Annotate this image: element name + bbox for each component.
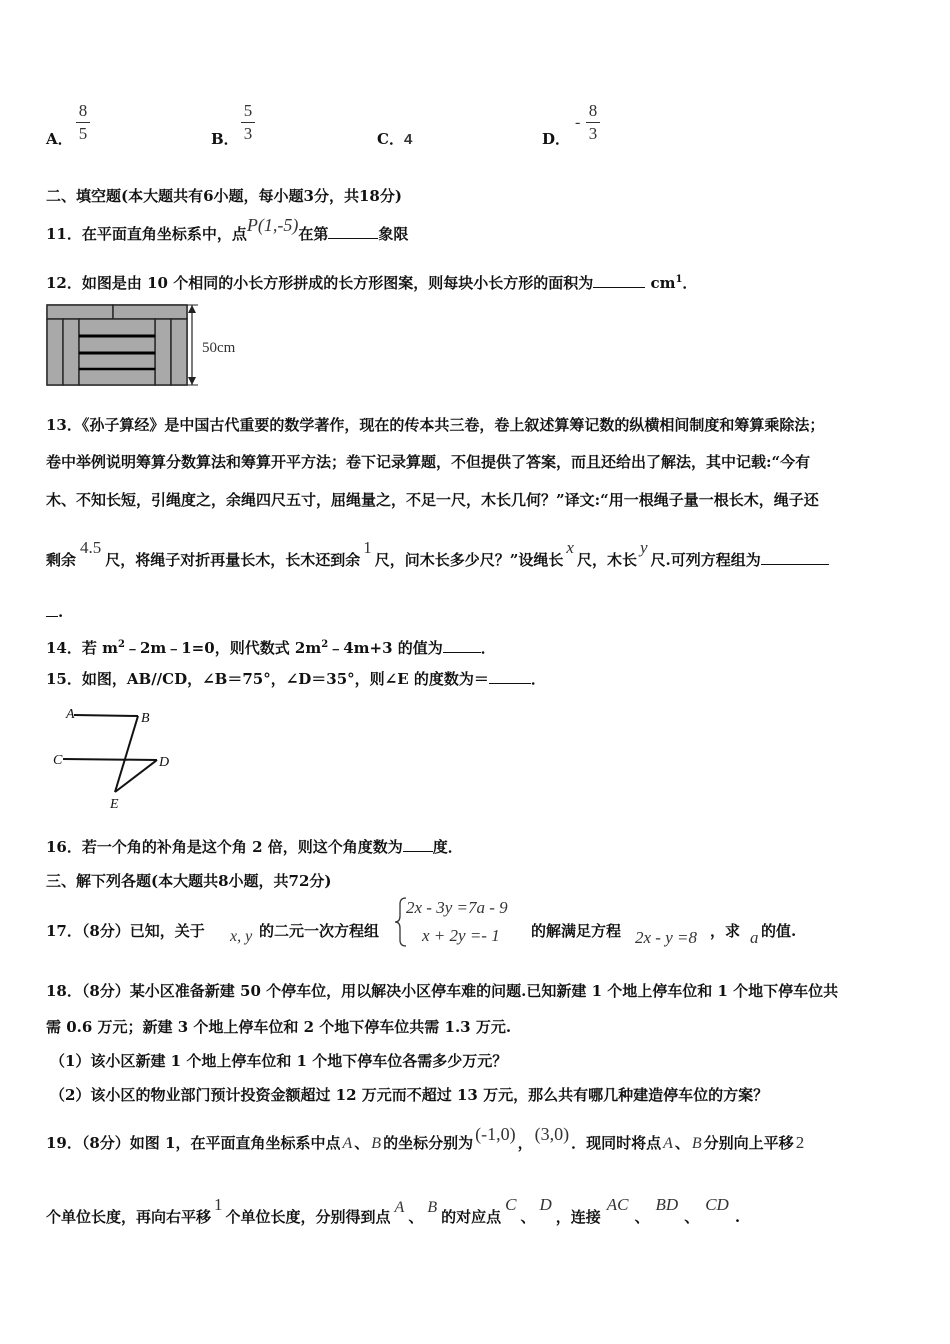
q19-t1: 19．（8分）如图 1，在平面直角坐标系中点 [46,1134,341,1152]
q19-line1 [46,1124,805,1154]
q15-text: 15．如图，AB//CD，∠B＝75°，∠D＝35°，则∠E 的度数为＝ [46,670,489,688]
q18-line2: 需 0.6 万元；新建 3 个地上停车位和 2 个地下停车位共需 1.3 万元. [46,1018,512,1036]
q19-sep-2: 、 [674,1134,690,1152]
q13-line2: 卷中举例说明筹算分数算法和筹算开平方法；卷下记录算题，不但提供了答案，而且还给出了解法，其中记载:“今有 [46,453,811,471]
option-b [211,128,239,149]
label-b: B [141,711,150,726]
q12-text: 12．如图是由 10 个相同的小长方形拼成的长方形图案，则每块小长方形的面积为 [46,274,594,292]
q13-t1: 剩余 [46,551,77,569]
label-e: E [110,797,119,812]
q14-blank[interactable] [443,638,481,653]
q19-sep-6: 、 [684,1208,700,1226]
q16-text: 16．若一个角的补角是这个角 2 倍，则这个角度数为 [46,838,403,856]
q13-t5: 尺.可列方程组为 [650,551,761,569]
q19-bd: BD [655,1195,679,1214]
q17-t4: ，求 [710,922,741,940]
q11-text-3: 象限 [378,225,409,243]
q13-blank[interactable] [761,550,829,565]
option-c [377,128,412,149]
q16-end: 度． [432,838,463,856]
q19-line2 [46,1195,741,1228]
q19-a-2: A [663,1135,673,1152]
q13-line1: 13．《孙子算经》是中国古代重要的数学著作，现在的传本共三卷，卷上叙述算筹记数的纵横相间制度和筹算乘除法； [46,416,825,434]
q19-sep-4: 、 [520,1208,536,1226]
q19-end: . [734,1208,741,1226]
line-ed [115,760,157,792]
option-b-numerator: 5 [243,101,253,120]
label-c: C [53,753,63,768]
option-a-numerator: 8 [78,101,88,120]
section2-title: 二、填空题(本大题共有6小题，每小题3分，共18分) [46,187,402,205]
q12-end: ． [682,274,698,292]
q14-t2: ﹣2m﹣1=0，则代数式 2m [124,639,322,657]
q19-n1: 1 [214,1195,223,1214]
q19-t6: 个单位长度，分别得到点 [225,1208,391,1226]
q13-mx: x [566,538,574,557]
q17-eq1: 2x - 3y =7a - 9 [406,898,508,917]
option-a-label: A． [46,130,73,148]
section3-title: 三、解下列各题(本大题共8小题，共72分) [46,872,332,890]
q11-text-2: 在第 [298,225,329,243]
q13-line5 [46,602,63,622]
q17-vars: x, y [230,928,253,945]
option-d [542,128,570,149]
q19-comma: ， [517,1134,533,1152]
label-a: A [66,707,75,722]
q11-point: P(1,-5) [246,215,299,235]
q12-unit-sup: 1 [675,274,683,285]
q13-t3: 尺，问木长多少尺？”设绳长 [374,551,564,569]
q19-d: D [539,1195,552,1214]
q15-blank[interactable] [489,669,531,684]
q19-t5: 个单位长度，再向右平移 [46,1208,212,1226]
q19-b-3: B [427,1199,438,1216]
option-d-label: D． [542,130,571,148]
option-b-fraction [239,101,257,144]
q19-t7: 的对应点 [441,1208,502,1226]
q17-t1: 17．（8分）已知，关于 [46,922,205,940]
q19-c: C [505,1195,517,1214]
q19-b-2: B [691,1135,702,1152]
q19-coord2: (3,0) [534,1124,570,1144]
q14-t1: 14．若 m [46,639,118,657]
q14-sup1: 2 [117,639,125,650]
q15-figure [48,700,188,815]
option-d-denominator: 3 [588,124,598,143]
q18-line3: （1）该小区新建 1 个地上停车位和 1 个地下停车位各需多少万元？ [50,1052,508,1070]
q17-eq2: x + 2y =- 1 [422,926,500,945]
q17-t5: 的值. [761,922,797,940]
option-b-label: B． [211,130,239,148]
option-a-fraction [74,101,92,144]
q18-line4: （2）该小区的物业部门预计投资金额超过 12 万元而不超过 13 万元，那么共有哪几种建造停车位的方案？ [50,1086,769,1104]
q13-line3: 木、不知长短，引绳度之，余绳四尺五寸，屈绳量之，不足一尺，木长几何？”译文:“用一根绳子量一根长木，绳子还 [46,491,819,509]
q11-text: 11．在平面直角坐标系中，点 [46,225,247,243]
label-d: D [159,755,170,770]
q19-a-3: A [394,1199,405,1216]
option-d-numerator: 8 [588,101,598,120]
dimension-label: 50cm [202,340,236,356]
q19-coord1: (-1,0) [475,1124,516,1144]
line-cd [63,759,157,760]
q19-cd: CD [705,1195,729,1214]
option-c-value: 4 [403,131,413,148]
q16-blank[interactable] [403,837,433,852]
q19-sep: 、 [354,1134,370,1152]
q15-end: ． [530,670,546,688]
question-11 [46,215,409,244]
option-a-denominator: 5 [78,124,88,143]
q13-my: y [639,538,648,557]
question-16 [46,837,463,857]
q17-eq3: 2x - y =8 [635,928,697,947]
line-ab [74,715,138,716]
q19-b: B [371,1135,382,1152]
option-b-denominator: 3 [243,124,253,143]
q19-ac: AC [606,1195,629,1214]
q13-line4 [46,538,829,570]
q13-end: . [58,603,64,621]
q14-sup2: 2 [321,639,329,650]
question-15 [46,669,546,689]
option-d-sign: - [575,114,581,131]
q12-figure [44,302,254,390]
q19-t8: ，连接 [555,1208,601,1226]
q19-t2: 的坐标分别为 [383,1134,474,1152]
option-a [46,128,73,149]
line-bend [115,716,138,792]
q19-sep-3: 、 [408,1208,424,1226]
q19-a: A [342,1135,353,1152]
q13-blank-cont [46,602,58,617]
question-14 [46,635,496,658]
q19-t3: ．现同时将点 [571,1134,662,1152]
q14-end: ． [480,639,496,657]
q13-m1: 1 [363,538,372,557]
option-d-fraction [584,101,602,144]
q19-t4: 分别向上平移 [703,1134,794,1152]
question-17 [46,921,205,941]
q19-sep-5: 、 [634,1208,650,1226]
q13-t2: 尺，将绳子对折再量长木，长木还到余 [105,551,361,569]
q17-a: a [750,928,759,947]
question-12 [46,270,697,293]
q17-t2: 的二元一次方程组 [259,922,380,940]
q18-line1: 18．（8分）某小区准备新建 50 个停车位，用以解决小区停车难的问题.已知新建 1 个地上停车位和 1 个地下停车位共 [46,982,839,1000]
q14-t3: ﹣4m+3 的值为 [328,639,443,657]
q17-t3: 的解满足方程 [531,922,622,940]
q19-n2: 2 [795,1133,805,1152]
q13-m45: 4.5 [80,538,102,557]
q12-unit: cm [650,274,676,292]
q11-blank[interactable] [328,224,378,239]
q13-t4: 尺，木长 [576,551,637,569]
q12-blank[interactable] [593,273,645,288]
option-c-label: C． [377,130,404,148]
